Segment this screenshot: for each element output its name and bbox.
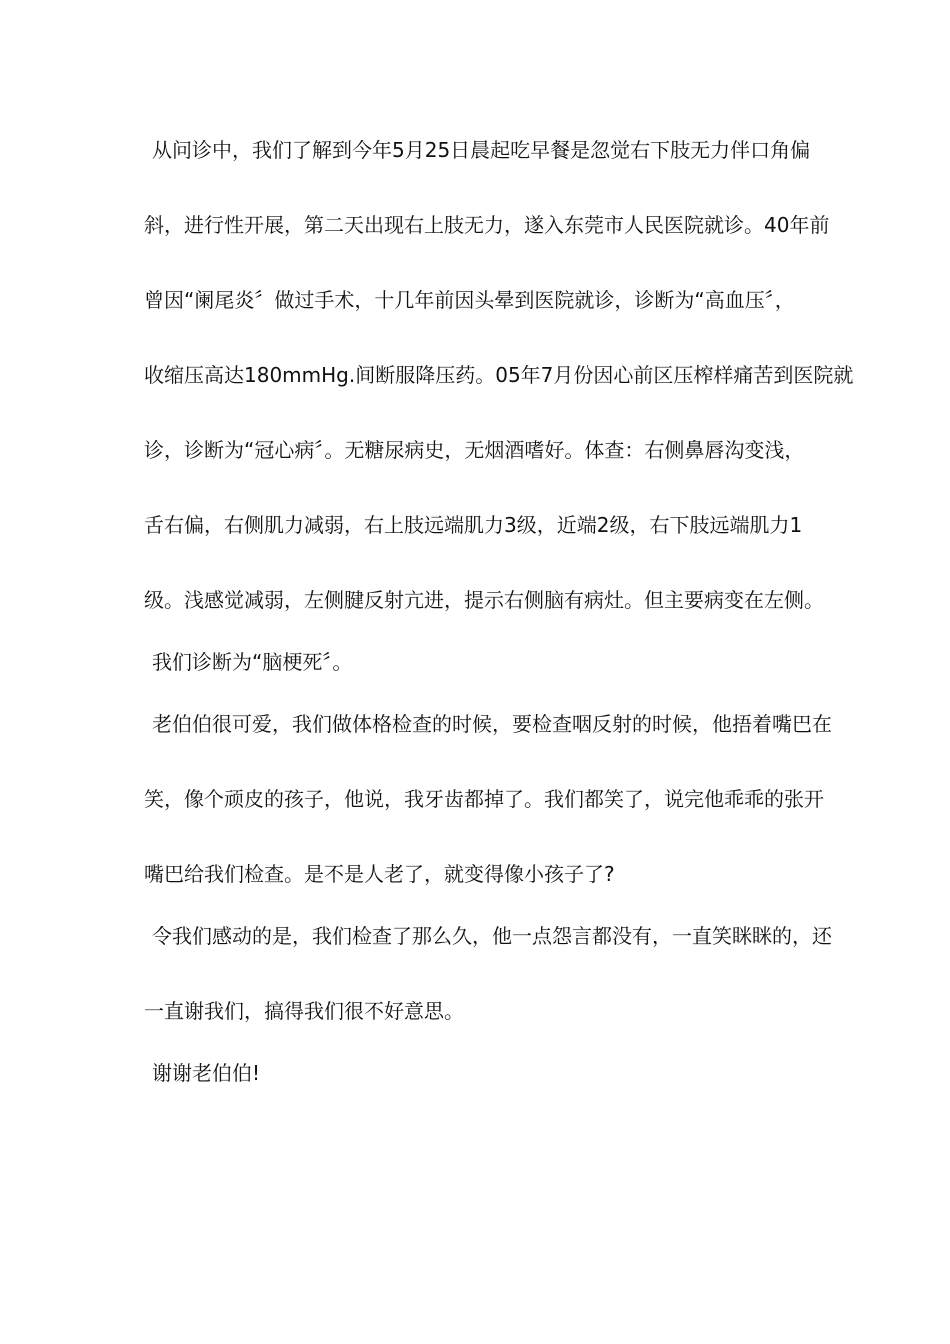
text-line: 谢谢老伯伯! [152, 1061, 261, 1085]
text-line: 令我们感动的是，我们检查了那么久，他一点怨言都没有，一直笑眯眯的，还 [152, 924, 832, 948]
text-line: 我们诊断为“脑梗死〞。 [152, 650, 353, 674]
text-line: 诊，诊断为“冠心病〞。无糖尿病史，无烟酒嗜好。体查：右侧鼻唇沟变浅， [144, 438, 805, 462]
text-line: 曾因“阑尾炎〞做过手术，十几年前因头晕到医院就诊，诊断为“高血压〞， [144, 288, 795, 312]
text-line: 从问诊中，我们了解到今年5月25日晨起吃早餐是忽觉右下肢无力伴口角偏 [152, 138, 811, 162]
text-line: 收缩压高达180mmHg.间断服降压药。05年7月份因心前区压榨样痛苦到医院就 [144, 363, 854, 387]
text-line: 斜，进行性开展，第二天出现右上肢无力，遂入东莞市人民医院就诊。40年前 [144, 213, 830, 237]
text-line: 笑，像个顽皮的孩子，他说，我牙齿都掉了。我们都笑了，说完他乖乖的张开 [144, 787, 824, 811]
text-line: 级。浅感觉减弱，左侧腱反射亢进，提示右侧脑有病灶。但主要病变在左侧。 [144, 588, 824, 612]
text-line: 舌右偏，右侧肌力减弱，右上肢远端肌力3级，近端2级，右下肢远端肌力1 [144, 513, 803, 537]
text-line: 老伯伯很可爱，我们做体格检查的时候，要检查咽反射的时候，他捂着嘴巴在 [152, 712, 832, 736]
text-line: 嘴巴给我们检查。是不是人老了，就变得像小孩子了? [144, 862, 615, 886]
text-line: 一直谢我们，搞得我们很不好意思。 [144, 999, 464, 1023]
